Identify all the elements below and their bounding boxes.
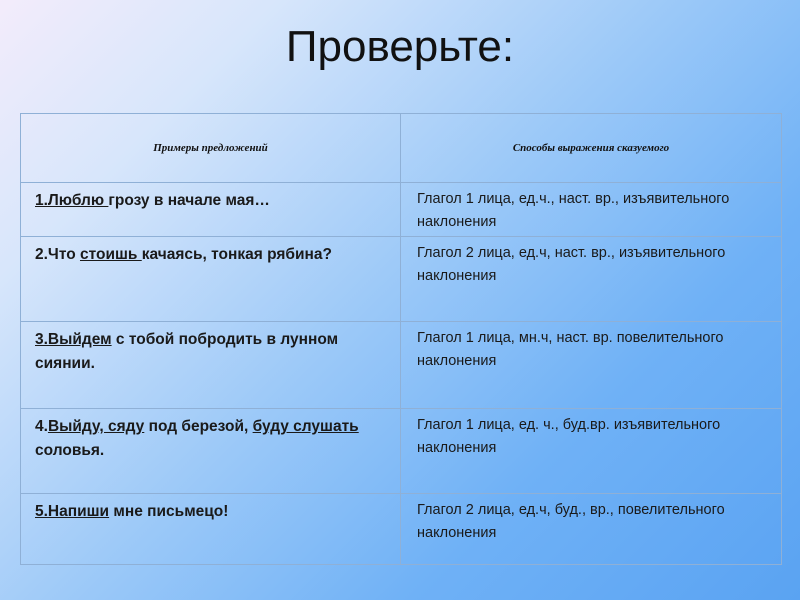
example-fragment: мне письмецо!	[109, 503, 229, 520]
example-fragment: с тобой побродить в лунном сиянии.	[35, 331, 339, 372]
example-sentence	[21, 409, 401, 494]
predicate-description: Глагол 2 лица, ед.ч, буд., вр., повелительного наклонения	[401, 494, 782, 565]
example-sentence	[21, 237, 401, 322]
table-row	[21, 494, 782, 565]
example-fragment: стоишь	[79, 246, 142, 263]
example-fragment: Выйду, сяду	[47, 418, 145, 435]
example-sentence	[21, 322, 401, 409]
example-fragment: 3.Выйдем	[35, 331, 112, 348]
example-fragment: 4.	[35, 418, 48, 435]
example-fragment: 5.Напиши	[35, 503, 110, 520]
example-fragment: 2.Что	[35, 246, 80, 263]
predicate-description: Глагол 2 лица, ед.ч, наст. вр., изъявительного наклонения	[401, 237, 782, 322]
header-predicate-forms: Способы выражения сказуемого	[401, 114, 782, 183]
example-fragment: соловья.	[35, 442, 105, 459]
predicate-description: Глагол 1 лица, ед.ч., наст. вр., изъявительного наклонения	[401, 183, 782, 237]
table-row	[21, 237, 782, 322]
header-examples: Примеры предложений	[21, 114, 401, 183]
table-row	[21, 409, 782, 494]
example-fragment: качаясь, тонкая рябина?	[141, 246, 332, 263]
predicate-table	[20, 113, 782, 565]
example-fragment: 1.Люблю	[35, 192, 109, 209]
table-row	[21, 322, 782, 409]
example-fragment: буду слушать	[252, 418, 359, 435]
predicate-description: Глагол 1 лица, мн.ч, наст. вр. повелительного наклонения	[401, 322, 782, 409]
table-header-row	[21, 114, 782, 183]
example-sentence	[21, 494, 401, 565]
example-sentence	[21, 183, 401, 237]
example-fragment: грозу в начале мая…	[108, 192, 270, 209]
example-fragment: под березой,	[144, 418, 253, 435]
slide-title: Проверьте:	[285, 22, 515, 71]
predicate-description: Глагол 1 лица, ед. ч., буд.вр. изъявительного наклонения	[401, 409, 782, 494]
table-row	[21, 183, 782, 237]
